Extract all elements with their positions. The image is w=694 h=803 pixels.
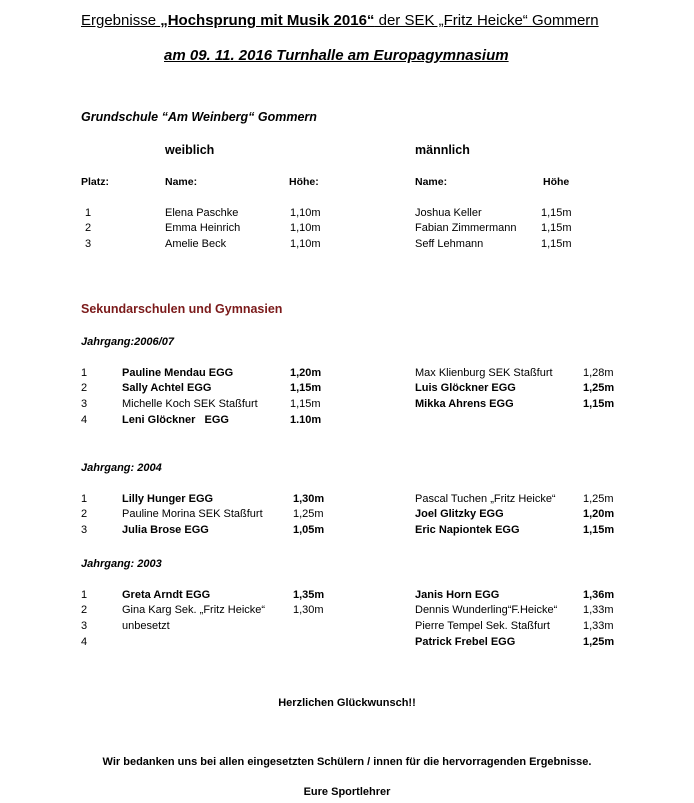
title-event: „Hochsprung mit Musik 2016“: [160, 12, 375, 29]
hoehe-maennlich-cell: 1,15m: [541, 207, 572, 219]
maennlich-heading: männlich: [415, 143, 470, 157]
platz-cell: 2: [85, 222, 92, 234]
hoehe-weiblich-cell: 1,25m: [293, 508, 324, 520]
column-platz: Platz:: [81, 176, 110, 188]
table-row: [0, 508, 694, 523]
name-weiblich-cell: Pauline Morina SEK Staßfurt: [122, 508, 263, 520]
name-maennlich-cell: Pierre Tempel Sek. Staßfurt: [415, 620, 550, 632]
table-row: [0, 367, 694, 382]
hoehe-weiblich-cell: 1,10m: [290, 207, 321, 219]
title-prefix: Ergebnisse: [81, 12, 161, 29]
name-weiblich-cell: Emma Heinrich: [165, 222, 241, 234]
name-maennlich-cell: Pascal Tuchen „Fritz Heicke“: [415, 493, 556, 505]
platz-cell: 3: [81, 524, 88, 536]
platz-cell: 1: [81, 493, 88, 505]
column-name-maennlich: Name:: [415, 176, 448, 188]
hoehe-weiblich-cell: 1,20m: [290, 367, 322, 379]
platz-cell: 3: [85, 238, 92, 250]
column-hoehe-maennlich: Höhe: [543, 176, 570, 188]
table-row: [0, 238, 694, 253]
name-maennlich-cell: Mikka Ahrens EGG: [415, 398, 514, 410]
platz-cell: 2: [81, 604, 88, 616]
hoehe-maennlich-cell: 1,20m: [583, 508, 615, 520]
hoehe-weiblich-cell: 1,15m: [290, 382, 322, 394]
hoehe-maennlich-cell: 1,36m: [583, 589, 615, 601]
name-weiblich-cell: Pauline Mendau EGG: [122, 367, 234, 379]
platz-cell: 2: [81, 382, 88, 394]
name-weiblich-cell: Julia Brose EGG: [122, 524, 209, 536]
platz-cell: 1: [85, 207, 92, 219]
platz-cell: 1: [81, 589, 88, 601]
platz-cell: 2: [81, 508, 88, 520]
platz-cell: 4: [81, 636, 88, 648]
platz-cell: 4: [81, 414, 88, 426]
hoehe-weiblich-cell: 1,05m: [293, 524, 325, 536]
name-weiblich-cell: Leni Glöckner EGG: [122, 414, 229, 426]
platz-cell: 1: [81, 367, 88, 379]
name-maennlich-cell: Joel Glitzky EGG: [415, 508, 504, 520]
sekundar-heading: Sekundarschulen und Gymnasien: [81, 302, 283, 316]
column-name-weiblich: Name:: [165, 176, 198, 188]
jahrgang-label: Jahrgang:2006/07: [81, 336, 174, 348]
table-row: [0, 207, 694, 222]
hoehe-maennlich-cell: 1,28m: [583, 367, 614, 379]
hoehe-maennlich-cell: 1,25m: [583, 382, 615, 394]
table-row: [0, 414, 694, 429]
jahrgang-label: Jahrgang: 2004: [81, 462, 162, 474]
hoehe-maennlich-cell: 1,15m: [541, 222, 572, 234]
hoehe-maennlich-cell: 1,15m: [583, 398, 615, 410]
title-suffix: der SEK „Fritz Heicke“ Gommern: [374, 12, 599, 29]
table-row: [0, 493, 694, 508]
document-subtitle: am 09. 11. 2016 Turnhalle am Europagymnasium: [164, 47, 509, 64]
name-maennlich-cell: Dennis Wunderling“F.Heicke“: [415, 604, 558, 616]
signature-text: Eure Sportlehrer: [303, 786, 391, 798]
hoehe-maennlich-cell: 1,25m: [583, 493, 614, 505]
thanks-text: Wir bedanken uns bei allen eingesetzten Schülern / innen für die hervorragenden Ergebnisse.: [102, 756, 592, 768]
name-weiblich-cell: unbesetzt: [122, 620, 170, 632]
name-maennlich-cell: Joshua Keller: [415, 207, 482, 219]
name-weiblich-cell: Elena Paschke: [165, 207, 239, 219]
name-maennlich-cell: Seff Lehmann: [415, 238, 484, 250]
name-maennlich-cell: Luis Glöckner EGG: [415, 382, 516, 394]
hoehe-weiblich-cell: 1,35m: [293, 589, 325, 601]
table-row: [0, 620, 694, 635]
name-weiblich-cell: Greta Arndt EGG: [122, 589, 211, 601]
hoehe-weiblich-cell: 1,10m: [290, 222, 321, 234]
document-title: [81, 12, 599, 29]
name-weiblich-cell: Amelie Beck: [165, 238, 227, 250]
hoehe-weiblich-cell: 1,30m: [293, 604, 324, 616]
table-row: [0, 222, 694, 237]
hoehe-weiblich-cell: 1,15m: [290, 398, 321, 410]
table-row: [0, 604, 694, 619]
column-hoehe-weiblich: Höhe:: [289, 176, 319, 188]
platz-cell: 3: [81, 620, 88, 632]
name-weiblich-cell: Lilly Hunger EGG: [122, 493, 214, 505]
table-row: [0, 636, 694, 651]
hoehe-maennlich-cell: 1,15m: [541, 238, 572, 250]
table-row: [0, 589, 694, 604]
name-weiblich-cell: Sally Achtel EGG: [122, 382, 212, 394]
hoehe-maennlich-cell: 1,15m: [583, 524, 615, 536]
name-maennlich-cell: Patrick Frebel EGG: [415, 636, 516, 648]
table-row: [0, 382, 694, 397]
name-weiblich-cell: Michelle Koch SEK Staßfurt: [122, 398, 258, 410]
hoehe-maennlich-cell: 1,25m: [583, 636, 615, 648]
name-maennlich-cell: Eric Napiontek EGG: [415, 524, 520, 536]
name-maennlich-cell: Janis Horn EGG: [415, 589, 500, 601]
grundschule-heading: Grundschule “Am Weinberg“ Gommern: [81, 110, 317, 124]
name-weiblich-cell: Gina Karg Sek. „Fritz Heicke“: [122, 604, 266, 616]
table-row: [0, 398, 694, 413]
hoehe-maennlich-cell: 1,33m: [583, 620, 614, 632]
congratulations-text: Herzlichen Glückwunsch!!: [278, 697, 416, 709]
hoehe-weiblich-cell: 1,10m: [290, 238, 321, 250]
hoehe-weiblich-cell: 1.10m: [290, 414, 322, 426]
hoehe-maennlich-cell: 1,33m: [583, 604, 614, 616]
hoehe-weiblich-cell: 1,30m: [293, 493, 325, 505]
weiblich-heading: weiblich: [165, 143, 215, 157]
name-maennlich-cell: Fabian Zimmermann: [415, 222, 517, 234]
table-row: [0, 524, 694, 539]
platz-cell: 3: [81, 398, 88, 410]
name-maennlich-cell: Max Klienburg SEK Staßfurt: [415, 367, 553, 379]
jahrgang-label: Jahrgang: 2003: [81, 558, 162, 570]
